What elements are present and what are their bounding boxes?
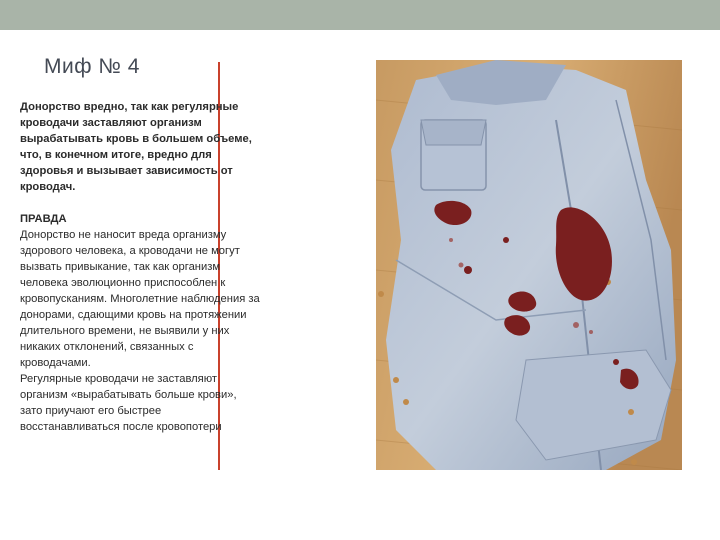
jacket-photo [376, 60, 682, 470]
top-bar [0, 0, 720, 30]
spacer [20, 195, 260, 211]
truth-heading: ПРАВДА [20, 213, 67, 225]
truth-text-2: Регулярные кроводачи не заставляют организм «вырабатывать больше крови», зато приучают его быстрее восстанавливаться после кровопотери [20, 373, 237, 433]
truth-text-1: Донорство не наносит вреда организму здорового человека, а кроводачи не могут вызвать привыкание, так как организм человека эволюционно приспособлен к кровопусканиям. Многолетние наблюдения за донорами, сдающими кровь на протяжении длительного времени, не выявили у них никаких отклонений, связанных с кроводачами. [20, 229, 260, 369]
myth-text: Донорство вредно, так как регулярные кроводачи заставляют организм вырабатывать кровь в большем объеме, что, в конечном итоге, вредно для здоровья и вызывает зависимость от кроводач. [20, 101, 252, 193]
slide-title: Миф № 4 [44, 55, 140, 78]
text-block [20, 99, 260, 435]
